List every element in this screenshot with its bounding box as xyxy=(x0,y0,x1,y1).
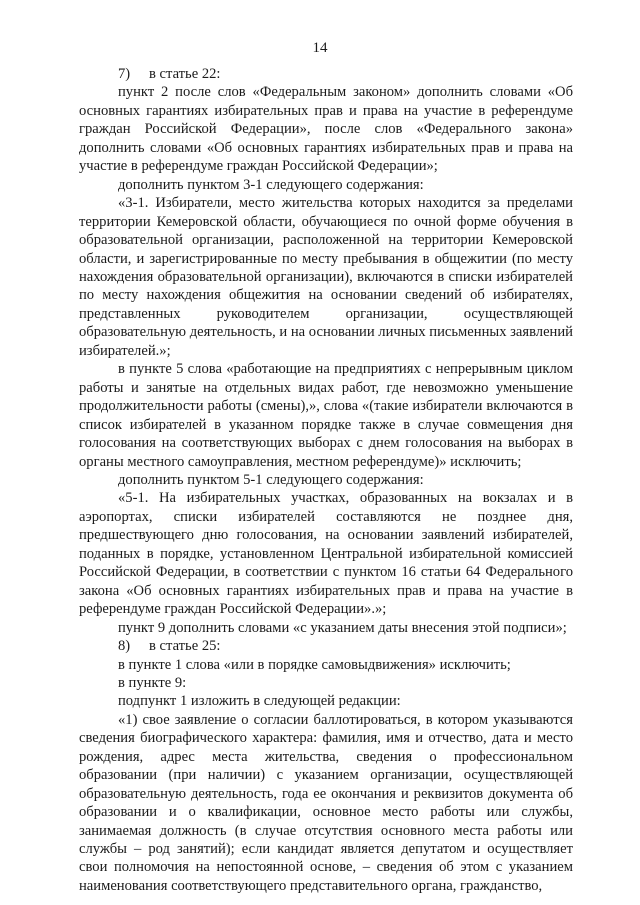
paragraph: в пункте 9: xyxy=(118,674,187,691)
list-item-text: в статье 22: xyxy=(149,66,221,82)
paragraph: дополнить пунктом 3-1 следующего содержания: xyxy=(118,176,424,193)
paragraph: «1) свое заявление о согласии баллотироваться, в котором указываются сведения биографического характера: фамилия, имя и отчество, дата и место рождения, адрес места жительства, сведения о профессиональном образовании (при наличии) с указанием организации, осуществляющей образовательную деятельность, года ее окончания и реквизитов документа об образовании и о квалификации, основное место работы или службы, занимаемая должность (в случае отсутствия основного места работы или службы – род занятий); если кандидат является депутатом и осуществляет свои полномочия на непостоянной основе, – сведения об этом с указанием наименования соответствующего представительного органа, гражданство, xyxy=(79,711,573,894)
list-item-8 xyxy=(79,637,573,655)
list-item-number: 7) xyxy=(118,66,131,82)
list-item-7 xyxy=(79,65,573,83)
list-item-number: 8) xyxy=(118,638,131,655)
paragraph: пункт 9 дополнить словами «с указанием даты внесения этой подписи»; xyxy=(118,619,567,636)
paragraph: «5-1. На избирательных участках, образованных на вокзалах и в аэропортах, списки избирателей составляются не позднее дня, предшествующего дню голосования, на основании заявлений избирателей, поданных в порядке, установленном Центральной избирательной комиссией Российской Федерации, в соответствии с пунктом 16 статьи 64 Федерального закона «Об основных гарантиях избирательных прав и права на участие в референдуме граждан Российской Федерации».»; xyxy=(79,490,573,618)
document-body xyxy=(79,65,573,895)
paragraph: пункт 2 после слов «Федеральным законом» дополнить словами «Об основных гарантиях избирательных прав и права на участие в референдуме граждан Российской Федерации», после слов «Федерального закона» дополнить словами «Об основных гарантиях избирательных прав и права на участие в референдуме граждан Российской Федерации»; xyxy=(79,84,573,175)
list-item-text: в статье 25: xyxy=(149,638,221,655)
paragraph: в пункте 1 слова «или в порядке самовыдвижения» исключить; xyxy=(118,656,511,673)
paragraph: «3-1. Избиратели, место жительства которых находится за пределами территории Кемеровской области, обучающиеся по очной форме обучения в образовательной организации, расположенной на территории Кемеровской области, и зарегистрированные по месту пребывания в общежитии (по месту нахождения образовательной организации), включаются в списки избирателей по месту нахождения общежития на основании сведений об избирателях, представленных руководителем организации, осуществляющей образовательную деятельность, и на основании личных письменных заявлений избирателей.»; xyxy=(79,195,573,359)
page-number: 14 xyxy=(312,40,328,56)
paragraph: дополнить пунктом 5-1 следующего содержания: xyxy=(118,471,424,488)
paragraph: в пункте 5 слова «работающие на предприятиях с непрерывным циклом работы и занятые на отдельных видах работ, где невозможно уменьшение продолжительности работы (смены),», слова «(такие избиратели включаются в список избирателей в указанном порядке также в случае совмещения дня голосования на соответствующих выборах с днем голосования на выборах в органы местного самоуправления, местном референдуме)» исключить; xyxy=(79,361,573,470)
paragraph: подпункт 1 изложить в следующей редакции: xyxy=(118,693,401,710)
